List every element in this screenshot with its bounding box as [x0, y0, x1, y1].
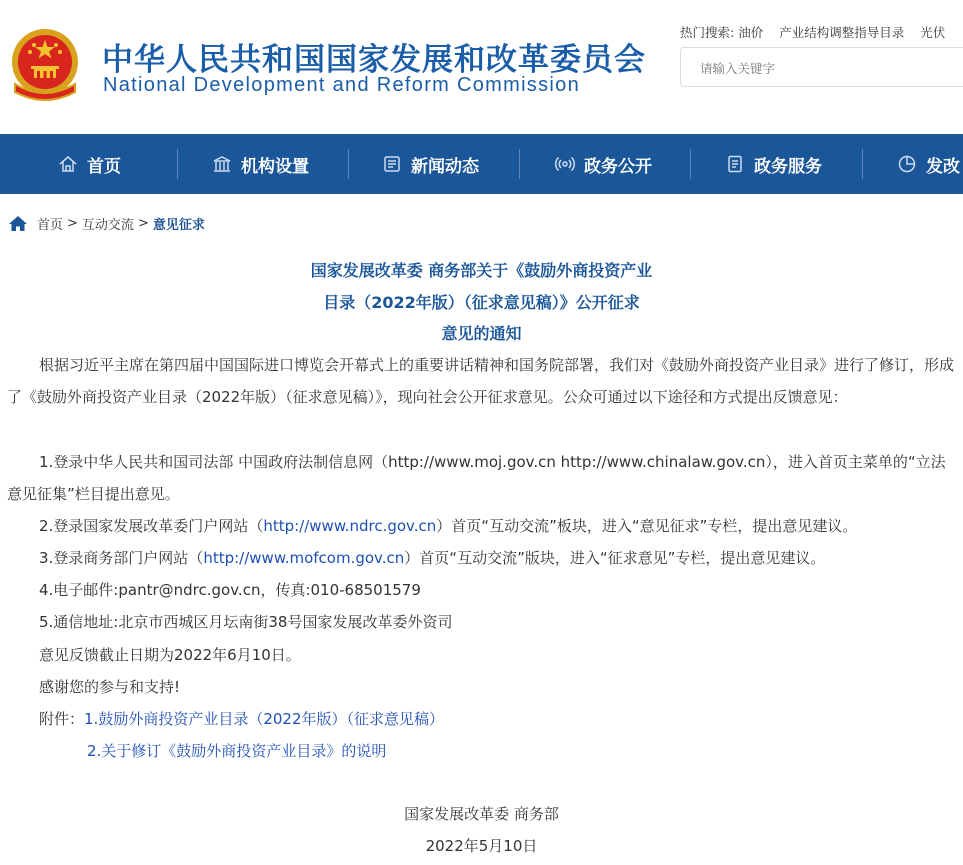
nav-item-home[interactable]: [58, 134, 121, 194]
hot-search: [680, 23, 957, 41]
nav-item-label: 政务公开: [584, 156, 652, 177]
nav-divider: [690, 149, 691, 179]
item-text: ）首页“互动交流”板块，进入“意见征求”专栏，提出意见建议。: [436, 517, 858, 535]
search-box: [680, 47, 963, 87]
nav-item-label: 发改: [926, 156, 960, 177]
nav-item-label: 机构设置: [241, 156, 309, 177]
home-icon: [58, 154, 78, 174]
document-icon: [725, 154, 745, 174]
attachment-label: 附件：: [39, 710, 85, 728]
article-item-3: [39, 542, 825, 574]
article-item-4: 4.电子邮件:pantr@ndrc.gov.cn，传真:010-68501579: [39, 581, 421, 599]
nav-item-news[interactable]: [382, 134, 479, 194]
nav-divider: [177, 149, 178, 179]
hot-search-item[interactable]: 油价: [738, 25, 764, 40]
chart-icon: [897, 154, 917, 174]
item-text: 2.登录国家发展改革委门户网站（: [39, 517, 264, 535]
article-date: 2022年5月10日: [425, 837, 538, 855]
article-item-5: 5.通信地址:北京市西城区月坛南街38号国家发展改革委外资司: [39, 613, 453, 631]
nav-item-gov-services[interactable]: [725, 134, 822, 194]
article-item-1: 1.登录中华人民共和国司法部 中国政府法制信息网（http://www.moj.gov.cn http://www.chinalaw.gov.cn），进入首页主菜单的“立法意见征集”栏目提出意见。: [7, 453, 946, 503]
breadcrumb-section[interactable]: 互动交流: [81, 218, 134, 233]
attachment-link[interactable]: 1.鼓励外商投资产业目录（2022年版）（征求意见稿）: [84, 710, 445, 728]
mofcom-link[interactable]: http://www.mofcom.gov.cn: [203, 549, 405, 567]
site-header: [0, 0, 963, 134]
site-title-en: National Development and Reform Commission: [103, 74, 581, 96]
breadcrumb-home[interactable]: 首页: [37, 218, 64, 233]
nav-item-label: 首页: [87, 156, 121, 177]
article-deadline: 意见反馈截止日期为2022年6月10日。: [39, 646, 301, 664]
news-icon: [382, 154, 402, 174]
nav-divider: [519, 149, 520, 179]
article-thanks: 感谢您的参与和支持!: [39, 678, 181, 696]
article-intro: 根据习近平主席在第四届中国国际进口博览会开幕式上的重要讲话精神和国务院部署，我们对《鼓励外商投资产业目录》进行了修订，形成了《鼓励外商投资产业目录（2022年版）（征求意见稿）》，现向社会公开征求意见。公众可通过以下途径和方式提出反馈意见：: [7, 356, 955, 406]
main-nav: [0, 134, 963, 194]
nav-item-reform[interactable]: [897, 134, 960, 194]
article-title-line: 目录（2022年版）（征求意见稿）》公开征求: [323, 293, 640, 312]
ndrc-link[interactable]: http://www.ndrc.gov.cn: [263, 517, 437, 535]
attachment-link[interactable]: 2.关于修订《鼓励外商投资产业目录》的说明: [87, 742, 387, 760]
national-emblem-logo[interactable]: [7, 26, 83, 106]
building-icon: [212, 154, 232, 174]
breadcrumb-separator: >: [137, 216, 149, 231]
nav-divider: [862, 149, 863, 179]
item-text: 3.登录商务部门户网站（: [39, 549, 204, 567]
site-title-cn: 中华人民共和国国家发展和改革委员会: [102, 42, 646, 78]
hot-search-label: 热门搜索:: [680, 25, 735, 40]
article-signature: 国家发展改革委 商务部: [404, 805, 559, 823]
nav-item-label: 政务服务: [754, 156, 822, 177]
breadcrumb-separator: >: [67, 216, 78, 231]
search-input[interactable]: [681, 48, 962, 88]
broadcast-icon: [555, 154, 575, 174]
article-title-line: 国家发展改革委 商务部关于《鼓励外商投资产业: [310, 261, 653, 280]
breadcrumb-current: 意见征求: [152, 218, 205, 233]
article-title-line: 意见的通知: [441, 324, 522, 343]
attachments: [39, 703, 444, 735]
hot-search-item[interactable]: 产业结构调整指导目录: [779, 25, 905, 40]
item-text: ）首页“互动交流”版块，进入“征求意见”专栏，提出意见建议。: [404, 549, 826, 567]
breadcrumb: [8, 214, 205, 233]
home-icon[interactable]: [8, 215, 28, 232]
nav-item-organization[interactable]: [212, 134, 309, 194]
nav-divider: [348, 149, 349, 179]
hot-search-item[interactable]: 光伏: [920, 25, 946, 40]
nav-item-label: 新闻动态: [411, 156, 479, 177]
attachment-item: [87, 735, 386, 767]
article-item-2: [39, 510, 857, 542]
nav-item-gov-affairs[interactable]: [555, 134, 652, 194]
